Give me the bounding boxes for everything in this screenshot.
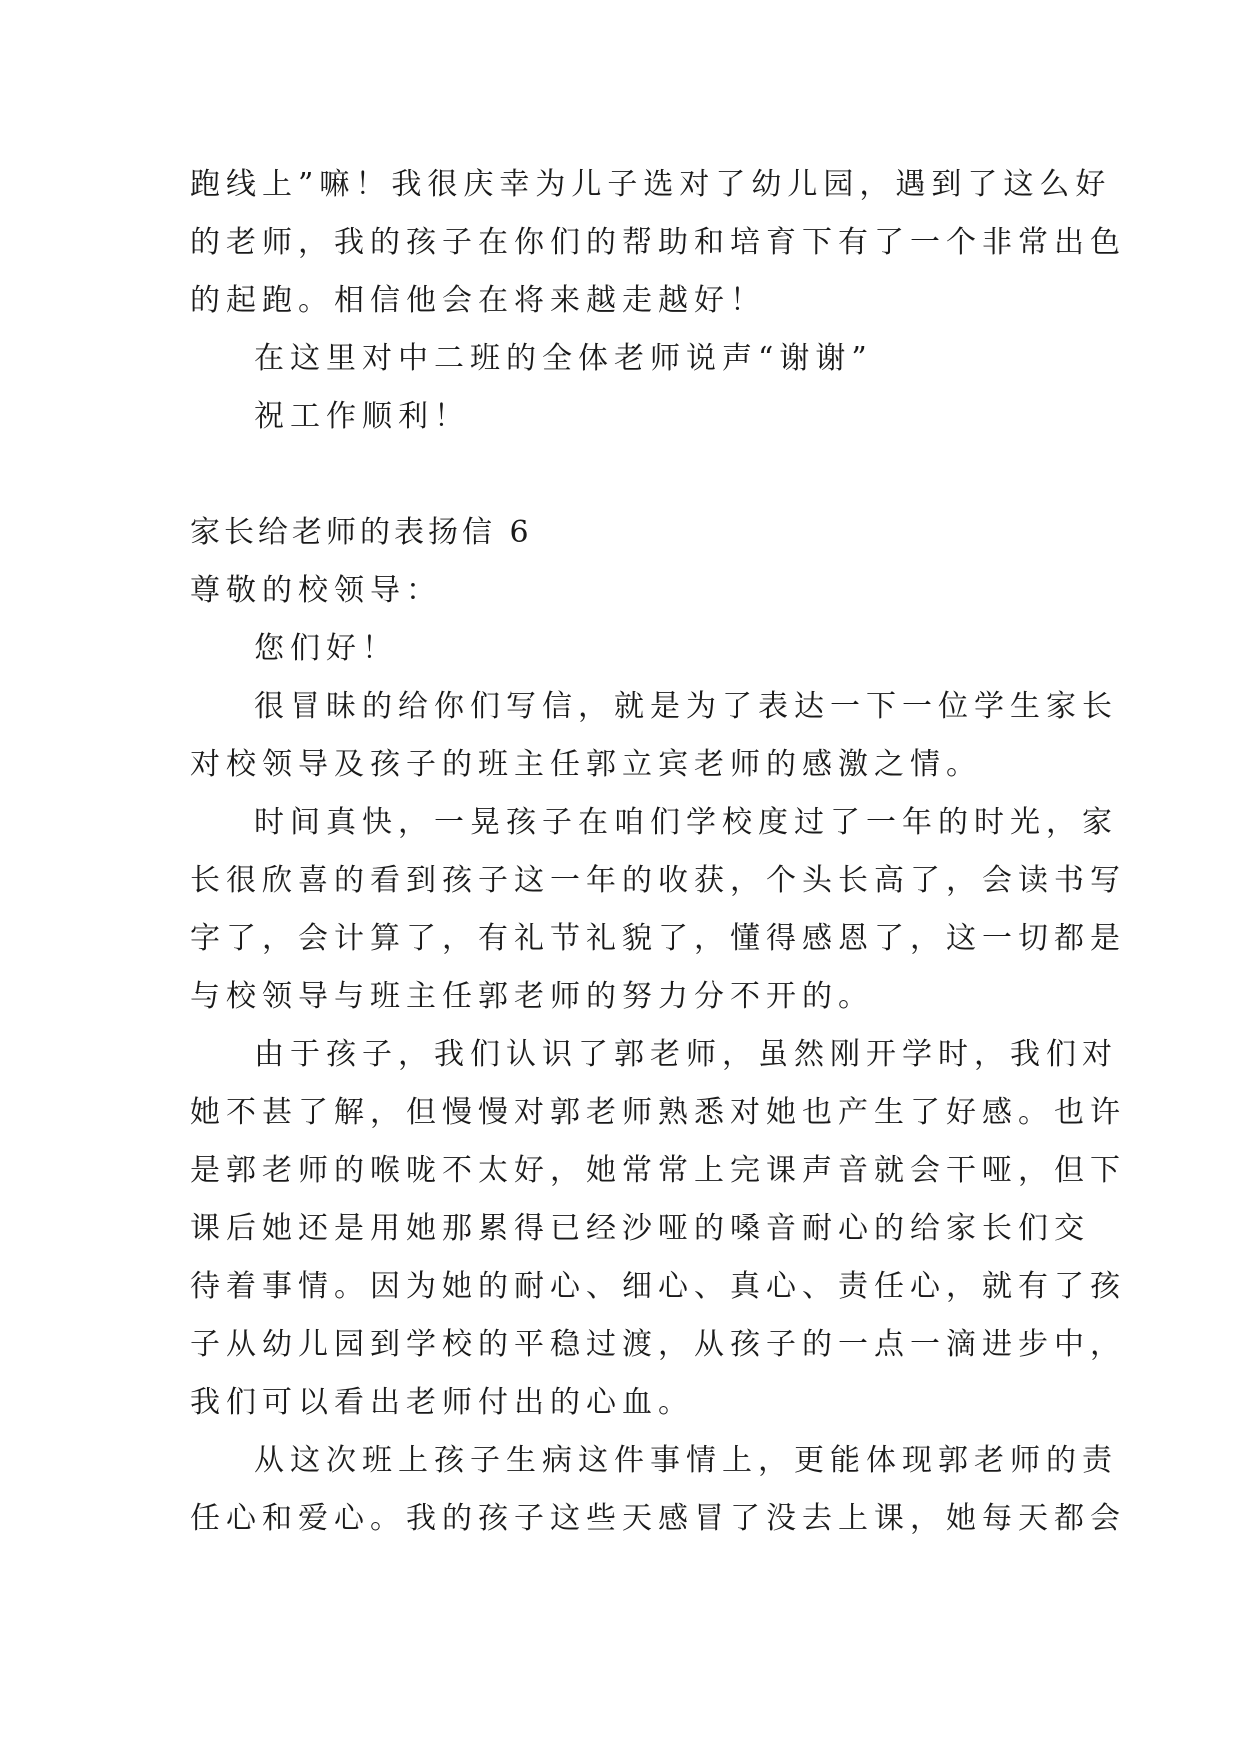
text-line: 待着事情。因为她的耐心、细心、真心、责任心，就有了孩 [190,1269,1126,1304]
text-line: 是郭老师的喉咙不太好，她常常上完课声音就会干哑，但下 [190,1153,1126,1188]
text-line: 从这次班上孩子生病这件事情上，更能体现郭老师的责 [254,1443,1118,1478]
text-line: 课后她还是用她那累得已经沙哑的嗓音耐心的给家长们交 [190,1211,1090,1246]
text-line: 长很欣喜的看到孩子这一年的收获，个头长高了，会读书写 [190,863,1126,898]
text-line: 在这里对中二班的全体老师说声“谢谢” [254,341,873,376]
salutation: 尊敬的校领导： [190,573,442,608]
text-line: 祝工作顺利！ [254,399,470,434]
text-line: 我们可以看出老师付出的心血。 [190,1385,694,1420]
text-line: 子从幼儿园到学校的平稳过渡，从孩子的一点一滴进步中， [190,1327,1126,1362]
text-line: 的老师，我的孩子在你们的帮助和培育下有了一个非常出色 [190,225,1126,260]
text-line: 字了，会计算了，有礼节礼貌了，懂得感恩了，这一切都是 [190,921,1126,956]
text-line: 由于孩子，我们认识了郭老师，虽然刚开学时，我们对 [254,1037,1118,1072]
text-line: 她不甚了解，但慢慢对郭老师熟悉对她也产生了好感。也许 [190,1095,1126,1130]
text-line: 跑线上”嘛！我很庆幸为儿子选对了幼儿园，遇到了这么好 [190,167,1112,202]
text-line: 的起跑。相信他会在将来越走越好！ [190,283,766,318]
section-heading: 家长给老师的表扬信 6 [190,515,533,550]
text-line: 对校领导及孩子的班主任郭立宾老师的感激之情。 [190,747,982,782]
text-line: 很冒昧的给你们写信，就是为了表达一下一位学生家长 [254,689,1118,724]
text-line: 与校领导与班主任郭老师的努力分不开的。 [190,979,874,1014]
text-line: 任心和爱心。我的孩子这些天感冒了没去上课，她每天都会 [190,1501,1126,1536]
greeting: 您们好！ [254,631,398,666]
text-line: 时间真快，一晃孩子在咱们学校度过了一年的时光，家 [254,805,1118,840]
